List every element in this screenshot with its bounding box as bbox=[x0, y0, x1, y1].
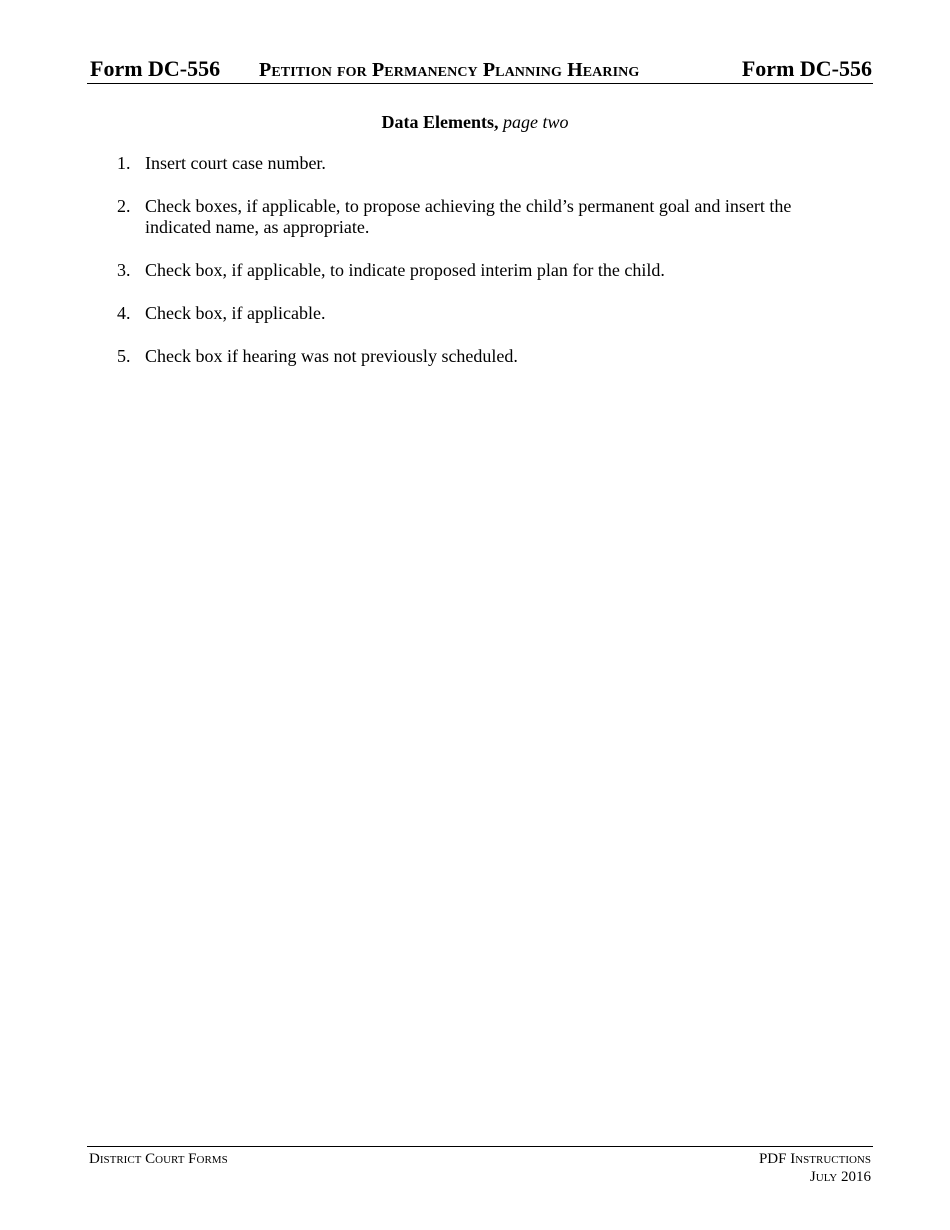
page-footer bbox=[87, 1146, 873, 1187]
section-subtitle bbox=[0, 111, 950, 133]
subtitle-bold: Data Elements, bbox=[381, 112, 499, 132]
item-number: 3. bbox=[117, 260, 131, 280]
footer-right-line2: July 2016 bbox=[809, 1169, 871, 1185]
list-item bbox=[110, 346, 830, 367]
footer-right bbox=[759, 1150, 871, 1186]
list-item bbox=[110, 260, 830, 281]
data-elements-list bbox=[110, 153, 830, 389]
form-title: Petition for Permanency Planning Hearing bbox=[259, 59, 640, 81]
page-header bbox=[87, 55, 873, 84]
item-text: Check box, if applicable. bbox=[145, 303, 326, 323]
list-item bbox=[110, 153, 830, 174]
item-text: Check boxes, if applicable, to propose achieving the child’s permanent goal and insert the indicated name, as appropriate. bbox=[145, 196, 792, 237]
form-id-right: Form DC-556 bbox=[741, 56, 872, 81]
item-number: 1. bbox=[117, 153, 131, 173]
list-item bbox=[110, 196, 830, 238]
item-number: 5. bbox=[117, 346, 131, 366]
item-text: Check box, if applicable, to indicate proposed interim plan for the child. bbox=[145, 260, 665, 280]
footer-left: District Court Forms bbox=[89, 1151, 228, 1167]
item-number: 4. bbox=[117, 303, 131, 323]
footer-right-line1: PDF Instructions bbox=[758, 1151, 871, 1167]
form-id-left: Form DC-556 bbox=[90, 56, 221, 81]
item-text: Check box if hearing was not previously scheduled. bbox=[145, 346, 518, 366]
subtitle-italic: page two bbox=[502, 112, 569, 132]
item-number: 2. bbox=[117, 196, 131, 216]
item-text: Insert court case number. bbox=[145, 153, 326, 173]
list-item bbox=[110, 303, 830, 324]
